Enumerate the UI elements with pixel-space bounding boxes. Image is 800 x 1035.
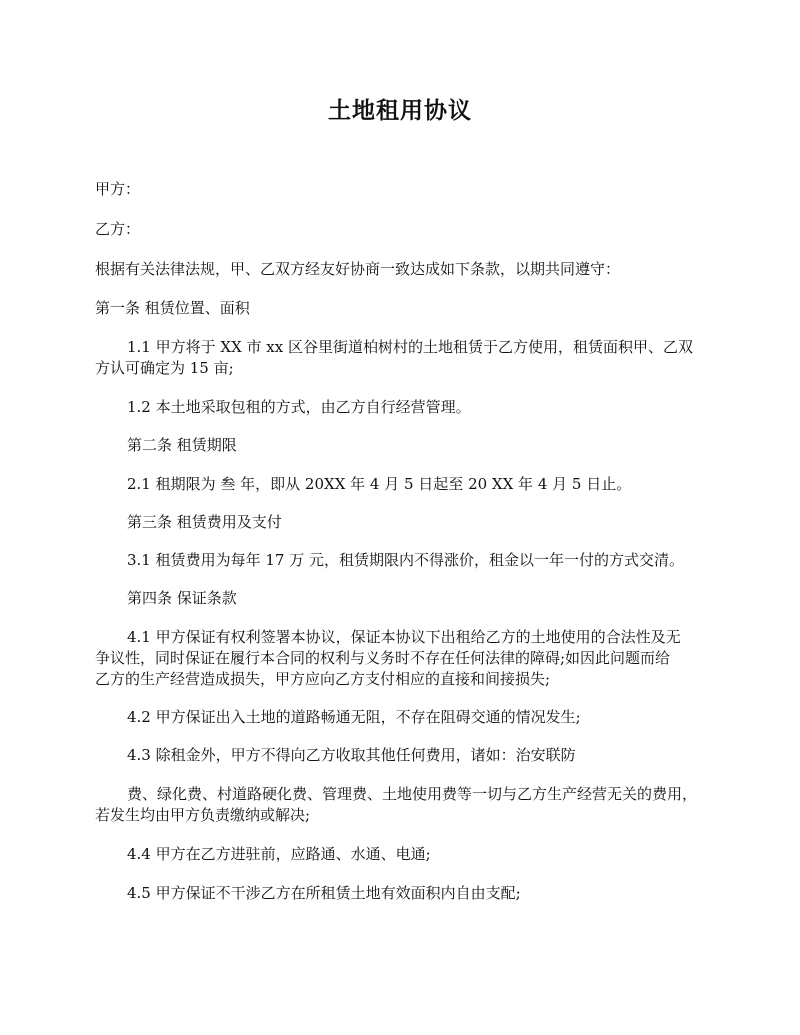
- article-1-heading: 第一条 租赁位置、面积: [95, 299, 250, 317]
- clause-4-3: 4.3 除租金外，甲方不得向乙方收取其他任何费用，诸如：治安联防: [127, 746, 576, 764]
- clause-4-4: 4.4 甲方在乙方进驻前，应路通、水通、电通;: [127, 845, 431, 863]
- preamble-paragraph: 根据有关法律法规，甲、乙双方经友好协商一致达成如下条款，以期共同遵守：: [95, 260, 621, 278]
- clause-3-1: 3.1 租赁费用为每年 17 万 元，租赁期限内不得涨价，租金以一年一付的方式交清。: [127, 551, 685, 569]
- clause-4-1-line-3: 乙方的生产经营造成损失，甲方应向乙方支付相应的直接和间接损失;: [95, 670, 551, 688]
- party-b-line: 乙方：: [95, 220, 141, 238]
- article-3-heading: 第三条 租赁费用及支付: [127, 513, 282, 531]
- party-a-line: 甲方：: [95, 180, 141, 198]
- clause-1-1-line-1: 1.1 甲方将于 XX 市 xx 区谷里街道柏树村的土地租赁于乙方使用，租赁面积甲、乙双: [127, 338, 693, 356]
- clause-1-2: 1.2 本土地采取包租的方式，由乙方自行经营管理。: [127, 398, 471, 416]
- clause-4-3-continuation-line-2: 若发生均由甲方负责缴纳或解决;: [95, 806, 311, 824]
- clause-4-1-line-2: 争议性，同时保证在履行本合同的权利与义务时不存在任何法律的障碍;如因此问题而给: [95, 649, 671, 667]
- document-title: 土地租用协议: [328, 97, 472, 124]
- clause-4-5: 4.5 甲方保证不干涉乙方在所租赁土地有效面积内自由支配;: [127, 884, 521, 902]
- clause-2-1: 2.1 租期限为 叁 年，即从 20XX 年 4 月 5 日起至 20 XX 年 4 月 5 日止。: [127, 475, 632, 493]
- article-4-heading: 第四条 保证条款: [127, 589, 237, 607]
- clause-4-1-line-1: 4.1 甲方保证有权利签署本协议，保证本协议下出租给乙方的土地使用的合法性及无: [127, 628, 681, 646]
- clause-4-3-continuation-line-1: 费、绿化费、村道路硬化费、管理费、土地使用费等一切与乙方生产经营无关的费用，: [127, 785, 698, 803]
- clause-1-1-line-2: 方认可确定为 15 亩;: [95, 359, 234, 377]
- article-2-heading: 第二条 租赁期限: [127, 436, 237, 454]
- clause-4-2: 4.2 甲方保证出入土地的道路畅通无阻，不存在阻碍交通的情况发生;: [127, 708, 581, 726]
